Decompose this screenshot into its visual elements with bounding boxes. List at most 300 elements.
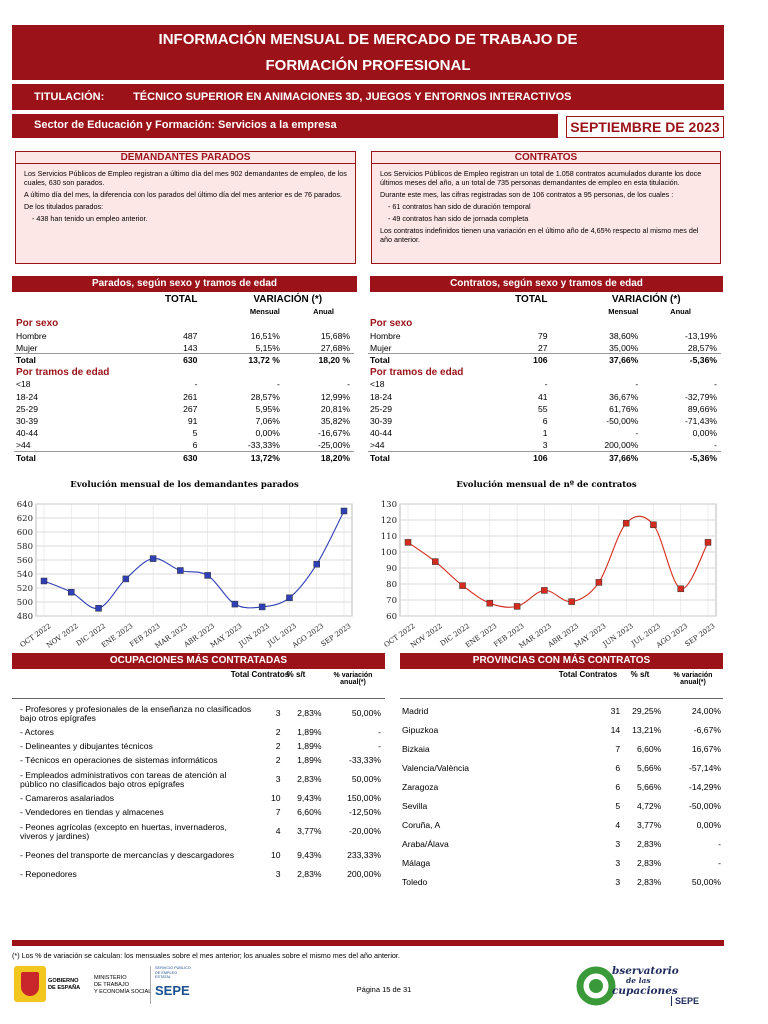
parados-table-bar: Parados, según sexo y tramos de edad	[12, 276, 357, 292]
data-point	[286, 595, 292, 601]
data-point	[405, 539, 411, 545]
contratos-edad-cell-mensual: 61,76%	[609, 403, 639, 414]
contratos-h-anual: Anual	[670, 306, 691, 316]
y-tick-label: 110	[380, 532, 397, 542]
contratos-sexo-cell-total: 79	[537, 330, 548, 341]
provincia-cell-total: 3	[615, 876, 621, 887]
provincia-cell-pct: 2,83%	[636, 876, 662, 887]
x-tick-label: MAR 2023	[517, 622, 553, 650]
provincias-table	[400, 702, 723, 892]
contratos-edad-cell-anual: 89,66%	[687, 403, 717, 414]
contratos-sexo-cell-mensual: 37,66%	[550, 354, 641, 366]
x-tick-label: FEB 2023	[128, 622, 162, 649]
contratos-edad-cell-label: >44	[370, 440, 385, 451]
provincia-cell-total: 7	[615, 743, 621, 754]
parados-sexo-rows	[14, 330, 354, 367]
parados-sexo-cell-mensual: 16,51%	[250, 330, 280, 341]
provincia-cell-label: Toledo	[402, 876, 428, 887]
contratos-edad-cell-label: <18	[370, 379, 385, 390]
parados-edad-row	[14, 378, 354, 390]
x-tick-label: ENE 2023	[464, 622, 499, 650]
x-tick-label: FEB 2023	[492, 622, 526, 649]
contratos-edad-cell-anual: -32,79%	[684, 391, 717, 402]
x-tick-label: MAY 2023	[572, 622, 608, 650]
ocupaciones-divider	[12, 698, 385, 699]
provincia-cell-total: 3	[615, 857, 621, 868]
contratos-edad-cell-total: 1	[542, 428, 548, 439]
parados-sexo-cell-total: 487	[183, 330, 198, 341]
provincia-cell-pct: 13,21%	[632, 724, 662, 735]
ocupacion-cell-total: 2	[275, 755, 281, 766]
x-tick-label: AGO 2023	[290, 622, 326, 650]
parados-sexo-cell-anual: 27,68%	[320, 342, 350, 353]
ocupacion-row	[18, 868, 383, 882]
y-tick-label: 480	[16, 612, 33, 622]
y-tick-label: 500	[16, 598, 33, 608]
provincia-cell-pct: 6,60%	[636, 743, 662, 754]
provincia-cell-var: 24,00%	[691, 705, 721, 716]
data-point	[205, 572, 211, 578]
data-point	[96, 605, 102, 611]
chart-parados	[8, 496, 360, 650]
parados-h-mensual: Mensual	[249, 306, 280, 316]
parados-table	[14, 293, 354, 464]
provincia-cell-pct: 2,83%	[636, 857, 662, 868]
ocupacion-cell-label: - Empleados administrativos con tareas de atención al público no clasificados bajo otros epígrafes	[20, 769, 227, 789]
parados-edad-cell-mensual: 5,95%	[255, 403, 280, 414]
contratos-edad-cell-anual: -5,36%	[640, 451, 721, 463]
ocupacion-cell-label: - Peones agrícolas (excepto en huertas, invernaderos, viveros y jardines)	[20, 821, 227, 841]
data-point	[650, 522, 656, 528]
footer-note: (*) Los % de variación se calculan: los mensuales sobre el mes anterior; los anuales sobre el mismo mes del año anterior.	[12, 951, 400, 960]
observatorio-line1: bservatorio	[612, 965, 679, 977]
contratos-edad-cell-total: 55	[537, 403, 548, 414]
ocupacion-cell-pct: 2,83%	[297, 774, 322, 785]
provincia-cell-var: -14,29%	[688, 781, 721, 792]
gov-line2: DE ESPAÑA	[48, 985, 81, 991]
x-tick-label: NOV 2022	[409, 622, 444, 650]
parados-sexo-cell-anual: 15,68%	[320, 330, 350, 341]
contratos-box-title: CONTRATOS	[372, 152, 720, 164]
contratos-sexo-rows	[368, 330, 721, 367]
data-point	[123, 576, 129, 582]
parados-edad-cell-total: 5	[192, 428, 198, 439]
data-point	[487, 600, 493, 606]
ocupacion-row	[18, 754, 383, 768]
x-tick-label: MAY 2023	[208, 622, 244, 650]
ocupacion-cell-var: 233,33%	[347, 850, 381, 861]
titulacion-value: TÉCNICO SUPERIOR EN ANIMACIONES 3D, JUEGOS Y ENTORNOS INTERACTIVOS	[133, 91, 572, 103]
contratos-edad-row	[368, 378, 721, 390]
contratos-edad-cell-anual: -71,43%	[684, 415, 717, 426]
y-tick-label: 90	[386, 564, 397, 574]
y-tick-label: 580	[16, 542, 33, 552]
y-tick-label: 540	[16, 570, 33, 580]
provincia-row	[400, 835, 723, 854]
x-tick-label: NOV 2022	[45, 622, 80, 650]
parados-h-var: VARIACIÓN (*)	[253, 293, 323, 305]
ocupacion-row	[18, 844, 383, 868]
ocup-h-total: Total Contratos	[230, 670, 290, 679]
provincia-cell-var: -50,00%	[688, 800, 721, 811]
parados-sexo-cell-total: 143	[183, 342, 198, 353]
contratos-sexo-cell-label: Hombre	[370, 330, 401, 341]
parados-edad-cell-label: 30-39	[16, 415, 38, 426]
footer-rule	[12, 940, 724, 946]
provincia-cell-var: -57,14%	[688, 762, 721, 773]
prov-h-var: % variación anual(*)	[673, 672, 713, 686]
contratos-sexo-cell-anual: -13,19%	[684, 330, 717, 341]
x-tick-label: ABR 2023	[182, 622, 217, 649]
provincia-cell-total: 14	[610, 724, 621, 735]
contratos-edad-cell-total: 3	[542, 440, 548, 451]
contratos-edad-row	[368, 415, 721, 427]
ocupacion-cell-var: -12,50%	[348, 807, 381, 818]
x-tick-label: DIC 2022	[438, 622, 472, 648]
contratos-edad-cell-anual: -	[714, 440, 717, 451]
prov-h-total: Total Contratos	[558, 670, 618, 679]
data-point	[623, 520, 629, 526]
provincia-cell-label: Bizkaia	[402, 743, 430, 754]
ocupacion-cell-pct: 2,83%	[297, 869, 322, 880]
contratos-edad-row	[368, 391, 721, 403]
ministry-text	[94, 975, 151, 996]
provincia-cell-label: Coruña, A	[402, 819, 441, 830]
ministry-line3: Y ECONOMÍA SOCIAL	[94, 989, 152, 995]
x-tick-label: JUL 2023	[266, 622, 299, 648]
parados-edad-cell-label: <18	[16, 379, 31, 390]
x-tick-label: ABR 2023	[546, 622, 581, 649]
ocupacion-row	[18, 806, 383, 820]
ocupacion-row	[18, 820, 383, 844]
ocupacion-cell-var: -20,00%	[348, 826, 381, 837]
parados-edad-cell-label: >44	[16, 440, 31, 451]
parados-sexo-cell-anual: 18,20 %	[282, 354, 354, 366]
parados-edad-total-row	[14, 451, 354, 463]
parados-edad-cell-anual: 20,81%	[320, 403, 350, 414]
parados-edad-cell-mensual: 28,57%	[250, 391, 280, 402]
provincia-cell-var: 16,67%	[691, 743, 721, 754]
contratos-edad-cell-mensual: 200,00%	[604, 440, 639, 451]
contratos-box	[371, 151, 721, 264]
provincia-row	[400, 854, 723, 873]
contratos-sec-sexo: Por sexo	[370, 317, 413, 329]
provincia-cell-label: Valencia/València	[402, 762, 470, 773]
contratos-sexo-total-row	[368, 354, 721, 366]
provincia-row	[400, 740, 723, 759]
y-tick-label: 70	[386, 596, 397, 606]
parados-edad-cell-anual: -	[347, 379, 350, 390]
contratos-sexo-row	[368, 330, 721, 342]
provincia-cell-pct: 5,66%	[636, 762, 662, 773]
contratos-p3: - 61 contratos han sido de duración temporal	[388, 202, 531, 211]
report-title-line1: INFORMACIÓN MENSUAL DE MERCADO DE TRABAJO DE	[158, 31, 578, 48]
observatorio-icon	[576, 966, 616, 1006]
ocupacion-cell-pct: 2,83%	[297, 708, 322, 719]
x-tick-label: OCT 2022	[382, 622, 417, 650]
parados-edad-row	[14, 391, 354, 403]
titulacion-bar	[12, 84, 724, 110]
observatorio-line3: cupaciones	[612, 985, 678, 997]
provincia-cell-var: -	[718, 838, 721, 849]
contratos-edad-cell-label: 25-29	[370, 403, 392, 414]
ocupacion-cell-label: - Actores	[20, 727, 54, 738]
ocupacion-cell-pct: 6,60%	[297, 807, 322, 818]
contratos-edad-cell-mensual: 36,67%	[609, 391, 639, 402]
demandantes-box-title: DEMANDANTES PARADOS	[16, 152, 355, 164]
ocupacion-cell-total: 3	[275, 869, 281, 880]
x-tick-label: SEP 2023	[683, 622, 717, 649]
provincia-cell-total: 4	[615, 819, 621, 830]
ocupacion-cell-total: 2	[275, 741, 281, 752]
data-point	[341, 508, 347, 514]
ocupacion-cell-total: 3	[275, 708, 281, 719]
provincia-cell-total: 6	[615, 781, 621, 792]
chart-contratos	[372, 496, 724, 650]
parados-edad-rows	[14, 378, 354, 463]
provincia-cell-var: 0,00%	[696, 819, 721, 830]
provincia-cell-label: Araba/Álava	[402, 838, 449, 849]
coat-of-arms-icon	[14, 966, 46, 1002]
parados-sexo-cell-label: Total	[14, 354, 138, 366]
chart-parados-title: Evolución mensual de los demandantes parados	[70, 480, 299, 490]
contratos-edad-cell-label: 30-39	[370, 415, 392, 426]
x-tick-label: SEP 2023	[319, 622, 353, 649]
data-point	[705, 539, 711, 545]
provincia-cell-pct: 5,66%	[636, 781, 662, 792]
observatorio-logo	[576, 962, 726, 1008]
sepe-logo	[150, 966, 194, 1004]
provincia-cell-var: 50,00%	[691, 876, 721, 887]
y-tick-label: 520	[16, 584, 33, 594]
provincia-cell-label: Zaragoza	[402, 781, 439, 792]
x-tick-label: JUN 2023	[601, 622, 635, 649]
report-header	[12, 25, 724, 80]
provincia-cell-var: -	[718, 857, 721, 868]
parados-sexo-cell-mensual: 13,72 %	[199, 354, 281, 366]
contratos-p4: - 49 contratos han sido de jornada completa	[388, 214, 529, 223]
data-point	[41, 578, 47, 584]
ocupacion-row	[18, 702, 383, 726]
y-tick-label: 620	[16, 514, 33, 524]
contratos-sexo-cell-total: 27	[537, 342, 548, 353]
provincia-cell-total: 5	[615, 800, 621, 811]
data-point	[541, 587, 547, 593]
data-point	[232, 601, 238, 607]
contratos-edad-row	[368, 427, 721, 439]
ocupacion-cell-label: - Profesores y profesionales de la enseñanza no clasificados bajo otros epígrafes	[20, 703, 252, 723]
contratos-sexo-cell-total: 106	[489, 354, 550, 366]
parados-edad-cell-mensual: 13,72%	[199, 451, 281, 463]
demandantes-p1: Los Servicios Públicos de Empleo registran a último día del mes 902 demandantes de empleo, de los cuales, 630 son parados.	[24, 169, 347, 187]
contratos-sexo-cell-mensual: 35,00%	[609, 342, 639, 353]
parados-edad-cell-mensual: -33,33%	[247, 440, 280, 451]
ocupacion-cell-label: - Técnicos en operaciones de sistemas informáticos	[20, 755, 218, 766]
titulacion-label: TITULACIÓN:	[34, 91, 105, 103]
contratos-p2: Durante este mes, las cifras registradas son de 106 contratos a 95 personas, de los cuales :	[380, 190, 674, 199]
parados-edad-cell-anual: 12,99%	[320, 391, 350, 402]
provincia-cell-pct: 4,72%	[636, 800, 662, 811]
demandantes-p2: A último día del mes, la diferencia con los parados del último día del mes anterior es de 76 parados.	[24, 190, 343, 199]
contratos-sexo-cell-label: Total	[368, 354, 489, 366]
contratos-p1: Los Servicios Públicos de Empleo registran un total de 1.058 contratos acumulados durante los doce últimos meses del año, a un total de 735 personas demandantes de empleo en esta titulación.	[380, 169, 702, 187]
contratos-sexo-cell-anual: 28,57%	[687, 342, 717, 353]
x-tick-label: JUL 2023	[630, 622, 663, 648]
observatorio-sepe: SEPE	[671, 996, 699, 1006]
ocupacion-cell-var: 50,00%	[351, 774, 381, 785]
ocupacion-cell-pct: 9,43%	[297, 793, 322, 804]
ocupacion-cell-var: -33,33%	[348, 755, 381, 766]
provincia-cell-var: -6,67%	[693, 724, 721, 735]
provincia-row	[400, 873, 723, 892]
observatorio-text	[612, 966, 679, 996]
provincia-cell-label: Gipuzkoa	[402, 724, 439, 735]
demandantes-box	[15, 151, 356, 264]
provincia-cell-total: 31	[610, 705, 621, 716]
data-point	[432, 559, 438, 565]
y-tick-label: 640	[16, 500, 33, 510]
parados-edad-cell-total: 91	[187, 415, 198, 426]
contratos-sexo-row	[368, 342, 721, 354]
provincia-row	[400, 721, 723, 740]
parados-sexo-row	[14, 342, 354, 354]
ocupacion-cell-pct: 1,89%	[297, 755, 322, 766]
ocupacion-cell-pct: 9,43%	[297, 850, 322, 861]
contratos-edad-cell-mensual: -50,00%	[606, 415, 639, 426]
parados-sexo-cell-mensual: 5,15%	[255, 342, 280, 353]
ocupaciones-header	[12, 670, 385, 700]
parados-edad-cell-anual: 18,20%	[282, 451, 354, 463]
ocupacion-cell-label: - Peones del transporte de mercancías y descargadores	[20, 850, 235, 861]
parados-sexo-total-row	[14, 354, 354, 366]
ocupacion-cell-total: 10	[270, 793, 281, 804]
provincia-cell-label: Málaga	[402, 857, 431, 868]
parados-edad-row	[14, 403, 354, 415]
x-tick-label: MAR 2023	[153, 622, 189, 650]
parados-sexo-cell-total: 630	[138, 354, 200, 366]
ocupacion-cell-var: -	[378, 741, 381, 752]
y-tick-label: 100	[380, 548, 397, 558]
contratos-edad-cell-mensual: -	[635, 379, 639, 390]
parados-sexo-cell-label: Hombre	[16, 330, 47, 341]
parados-edad-cell-total: 630	[138, 451, 200, 463]
data-point	[68, 589, 74, 595]
provincia-cell-label: Madrid	[402, 705, 429, 716]
ocupacion-cell-pct: 3,77%	[297, 826, 322, 837]
parados-edad-cell-mensual: -	[276, 379, 280, 390]
data-point	[596, 579, 602, 585]
parados-edad-cell-total: 6	[192, 440, 198, 451]
contratos-edad-cell-mensual: -	[635, 428, 639, 439]
contratos-edad-row	[368, 403, 721, 415]
contratos-sexo-cell-anual: -5,36%	[640, 354, 721, 366]
ocupacion-cell-label: - Vendedores en tiendas y almacenes	[20, 807, 164, 818]
ocupacion-row	[18, 740, 383, 754]
chart-contratos-title: Evolución mensual de nº de contratos	[456, 480, 637, 490]
ocupacion-cell-pct: 1,89%	[297, 727, 322, 738]
contratos-edad-cell-total: 41	[537, 391, 548, 402]
provincia-cell-total: 3	[615, 838, 621, 849]
x-tick-label: DIC 2022	[74, 622, 108, 648]
ministry-line2: DE TRABAJO	[94, 982, 130, 988]
ministry-line1: MINISTERIO	[94, 975, 127, 981]
ocupacion-cell-var: 200,00%	[347, 869, 381, 880]
x-tick-label: OCT 2022	[18, 622, 53, 650]
contratos-edad-cell-anual: 0,00%	[692, 428, 717, 439]
data-point	[177, 568, 183, 574]
parados-sexo-row	[14, 330, 354, 342]
ocupaciones-table	[18, 702, 383, 882]
parados-edad-cell-total: 261	[183, 391, 198, 402]
ocupacion-cell-total: 2	[275, 727, 281, 738]
y-tick-label: 560	[16, 556, 33, 566]
contratos-edad-cell-anual: -	[714, 379, 717, 390]
contratos-edad-cell-total: -	[544, 379, 548, 390]
parados-edad-cell-label: 25-29	[16, 403, 38, 414]
contratos-edad-cell-label: 40-44	[370, 428, 392, 439]
parados-edad-row	[14, 415, 354, 427]
parados-edad-cell-anual: -25,00%	[317, 440, 350, 451]
provincia-row	[400, 702, 723, 721]
ocupacion-cell-var: -	[378, 727, 381, 738]
page-number: Página 15 de 31	[356, 985, 412, 994]
ocupacion-cell-total: 7	[275, 807, 281, 818]
provincia-cell-total: 6	[615, 762, 621, 773]
provincia-row	[400, 778, 723, 797]
parados-edad-cell-anual: 35,82%	[320, 415, 350, 426]
contratos-edad-cell-total: 6	[542, 415, 548, 426]
parados-edad-cell-label: 18-24	[16, 391, 38, 402]
parados-edad-row	[14, 427, 354, 439]
data-point	[569, 599, 575, 605]
ocupaciones-bar: OCUPACIONES MÁS CONTRATADAS	[12, 653, 385, 669]
y-tick-label: 130	[380, 500, 397, 510]
report-title-line2: FORMACIÓN PROFESIONAL	[265, 57, 471, 74]
ocupacion-row	[18, 726, 383, 740]
parados-h-anual: Anual	[313, 306, 334, 316]
contratos-edad-cell-label: 18-24	[370, 391, 392, 402]
y-tick-label: 120	[380, 516, 397, 526]
ocupacion-cell-var: 150,00%	[347, 793, 381, 804]
contratos-edad-rows	[368, 378, 721, 463]
x-tick-label: AGO 2023	[654, 622, 690, 650]
y-tick-label: 60	[386, 612, 397, 622]
contratos-sexo-cell-label: Mujer	[370, 342, 392, 353]
contratos-edad-total-row	[368, 451, 721, 463]
gov-text	[48, 978, 80, 992]
data-point	[314, 561, 320, 567]
demandantes-p3: De los titulados parados:	[24, 202, 104, 211]
ocup-h-var: % variación anual(*)	[333, 672, 373, 686]
data-point	[259, 604, 265, 610]
provincia-row	[400, 797, 723, 816]
contratos-sexo-cell-mensual: 38,60%	[609, 330, 639, 341]
ocupacion-row	[18, 792, 383, 806]
x-tick-label: ENE 2023	[100, 622, 135, 650]
provincias-bar: PROVINCIAS CON MÁS CONTRATOS	[400, 653, 723, 669]
ocupacion-cell-total: 4	[275, 826, 281, 837]
ocupacion-cell-label: - Camareros asalariados	[20, 793, 115, 804]
provincia-cell-pct: 2,83%	[636, 838, 662, 849]
contratos-edad-cell-total: 106	[489, 451, 550, 463]
ocupacion-cell-total: 10	[270, 850, 281, 861]
contratos-h-total: TOTAL	[515, 293, 548, 305]
parados-edad-cell-total: 267	[183, 403, 198, 414]
provincias-header	[400, 670, 723, 700]
sepe-small-text: SERVICIO PÚBLICO DE EMPLEO ESTATAL	[155, 966, 191, 979]
provincia-row	[400, 759, 723, 778]
contratos-p5: Los contratos indefinidos tienen una variación en el último año de 4,65% respecto al mismo mes del año anterior.	[380, 226, 699, 244]
